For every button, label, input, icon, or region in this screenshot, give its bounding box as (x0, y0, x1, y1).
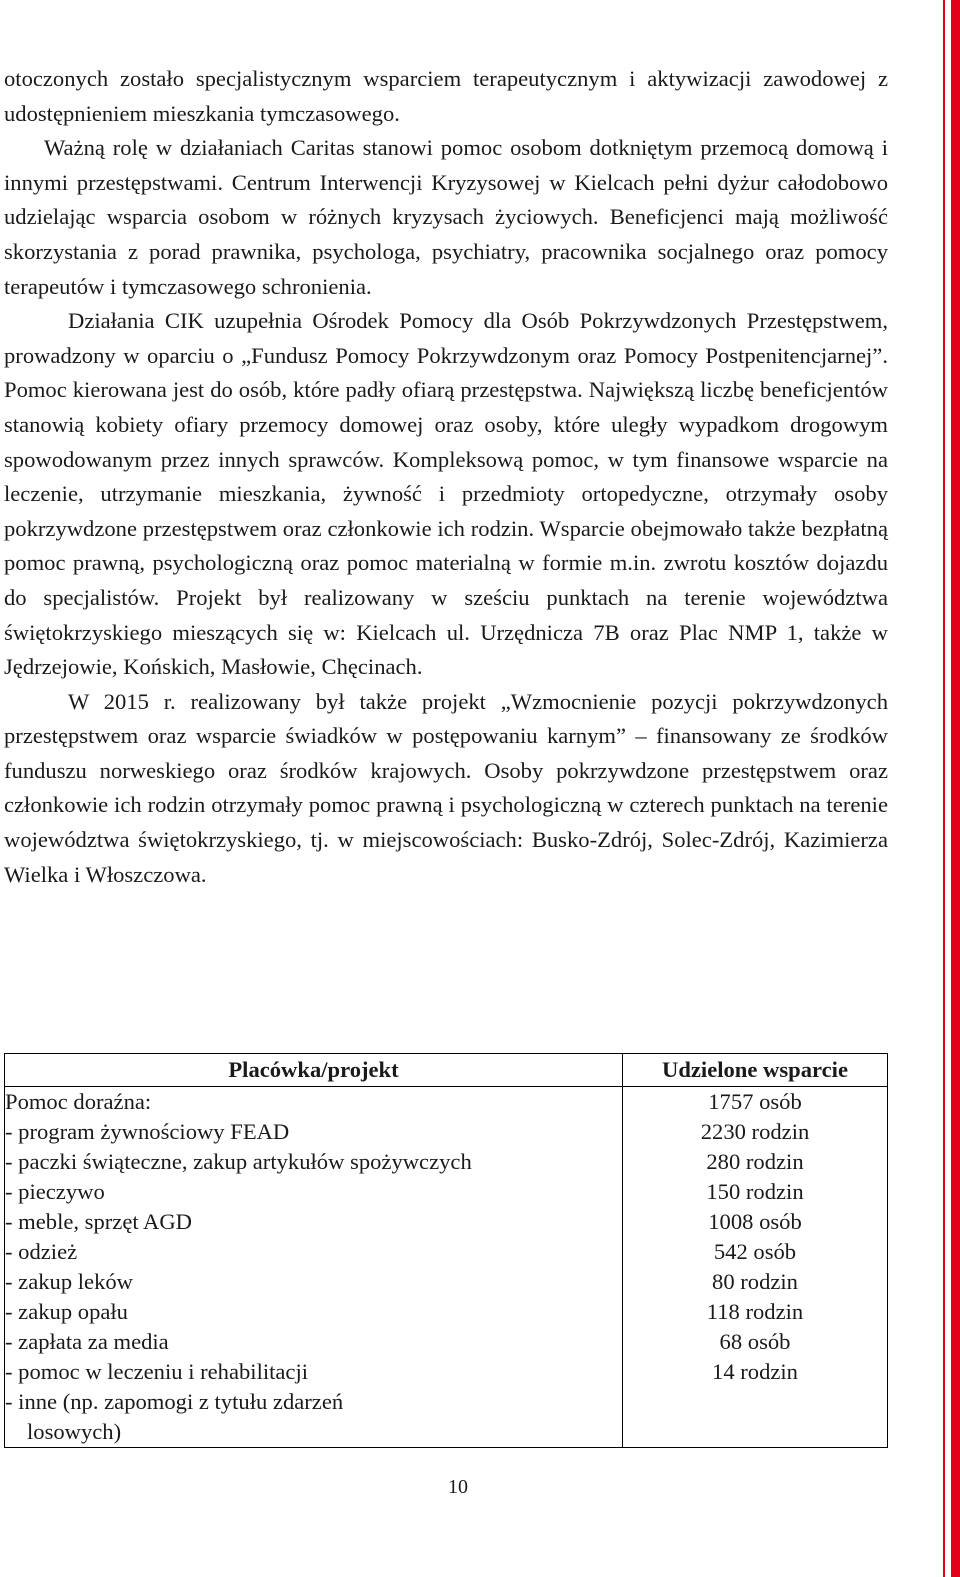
header-wsparcie: Udzielone wsparcie (623, 1054, 888, 1087)
table-value: 80 rodzin (712, 1269, 798, 1294)
paragraph-continuation: otoczonych zostało specjalistycznym wsparciem terapeutycznym i aktywizacji zawodowej z udostępnieniem mieszkania tymczasowego. (4, 66, 888, 126)
support-table (4, 1053, 888, 1448)
table-item: - pieczywo (5, 1179, 105, 1204)
values-cell (623, 1087, 888, 1448)
paragraph-cik: Ważną rolę w działaniach Caritas stanowi pomoc osobom dotkniętym przemocą domową i innymi przestępstwami. Centrum Interwencji Kryzysowej w Kielcach pełni dyżur całodobowo udzielając wsparcia osobom w różnych kryzysach życiowych. Beneficjenci mają możliwość skorzystania z porad prawnika, psychologa, psychiatry, pracownika socjalnego oraz pomocy terapeutów i tymczasowego schronienia. (4, 135, 888, 299)
table-value: 1008 osób (708, 1209, 802, 1234)
table-item: - paczki świąteczne, zakup artykułów spożywczych (5, 1149, 472, 1174)
table-value: 150 rodzin (706, 1179, 804, 1204)
table-item: - pomoc w leczeniu i rehabilitacji (5, 1359, 309, 1384)
table-item: - zakup opału (5, 1299, 128, 1324)
page-edge-red-border (938, 0, 960, 1577)
header-placowka: Placówka/projekt (5, 1054, 623, 1087)
table-value: 118 rodzin (706, 1299, 804, 1324)
document-body (4, 62, 888, 892)
table-item: - inne (np. zapomogi z tytułu zdarzeń (5, 1389, 344, 1414)
table-value: 542 osób (713, 1239, 797, 1264)
table-item: - zakup leków (5, 1269, 133, 1294)
table-row (5, 1087, 888, 1448)
table-header-row (5, 1054, 888, 1087)
page-number: 10 (448, 1476, 468, 1498)
items-cell (5, 1087, 623, 1448)
table-value: 2230 rodzin (700, 1119, 810, 1144)
table-value: 14 rodzin (712, 1359, 798, 1384)
table-value: 280 rodzin (706, 1149, 804, 1174)
paragraph-osrodek-pomocy: Działania CIK uzupełnia Ośrodek Pomocy dla Osób Pokrzywdzonych Przestępstwem, prowadzony w oparciu o „Fundusz Pomocy Pokrzywdzonym oraz Pomocy Postpenitencjarnej”. Pomoc kierowana jest do osób, które padły ofiarą przestępstwa. Największą liczbę beneficjentów stanowią kobiety ofiary przemocy domowej oraz osoby, które uległy wypadkom drogowym spowodowanym przez innych sprawców. Kompleksową pomoc, w tym finansowe wsparcie na leczenie, utrzymanie mieszkania, żywność i przedmioty ortopedyczne, otrzymały osoby pokrzywdzone przestępstwem oraz członkowie ich rodzin. Wsparcie obejmowało także bezpłatną pomoc prawną, psychologiczną oraz pomoc materialną w formie m.in. zwrotu kosztów dojazdu do specjalistów. Projekt był realizowany w sześciu punktach na terenie województwa świętokrzyskiego mieszących się w: Kielcach ul. Urzędnicza 7B oraz Plac NMP 1, także w Jędrzejowie, Końskich, Masłowie, Chęcinach. (4, 308, 888, 680)
red-border-thick-line (951, 0, 960, 1577)
table-item: - program żywnościowy FEAD (5, 1119, 290, 1144)
category-label: Pomoc doraźna: (5, 1089, 152, 1114)
table-value: 1757 osób (708, 1089, 802, 1114)
table-item-continuation: losowych) (27, 1419, 122, 1444)
table-value: 68 osób (719, 1329, 791, 1354)
table-item: - zapłata za media (5, 1329, 169, 1354)
paragraph-projekt-2015: W 2015 r. realizowany był także projekt „Wzmocnienie pozycji pokrzywdzonych przestępstwem oraz wsparcie świadków w postępowaniu karnym” – finansowany ze środków funduszu norweskiego oraz środków krajowych. Osoby pokrzywdzone przestępstwem oraz członkowie ich rodzin otrzymały pomoc prawną i psychologiczną w czterech punktach na terenie województwa świętokrzyskiego, tj. w miejscowościach: Busko-Zdrój, Solec-Zdrój, Kazimierza Wielka i Włoszczowa. (4, 688, 888, 887)
red-border-thin-line (943, 0, 945, 1577)
table-item: - odzież (5, 1239, 78, 1264)
table-item: - meble, sprzęt AGD (5, 1209, 192, 1234)
